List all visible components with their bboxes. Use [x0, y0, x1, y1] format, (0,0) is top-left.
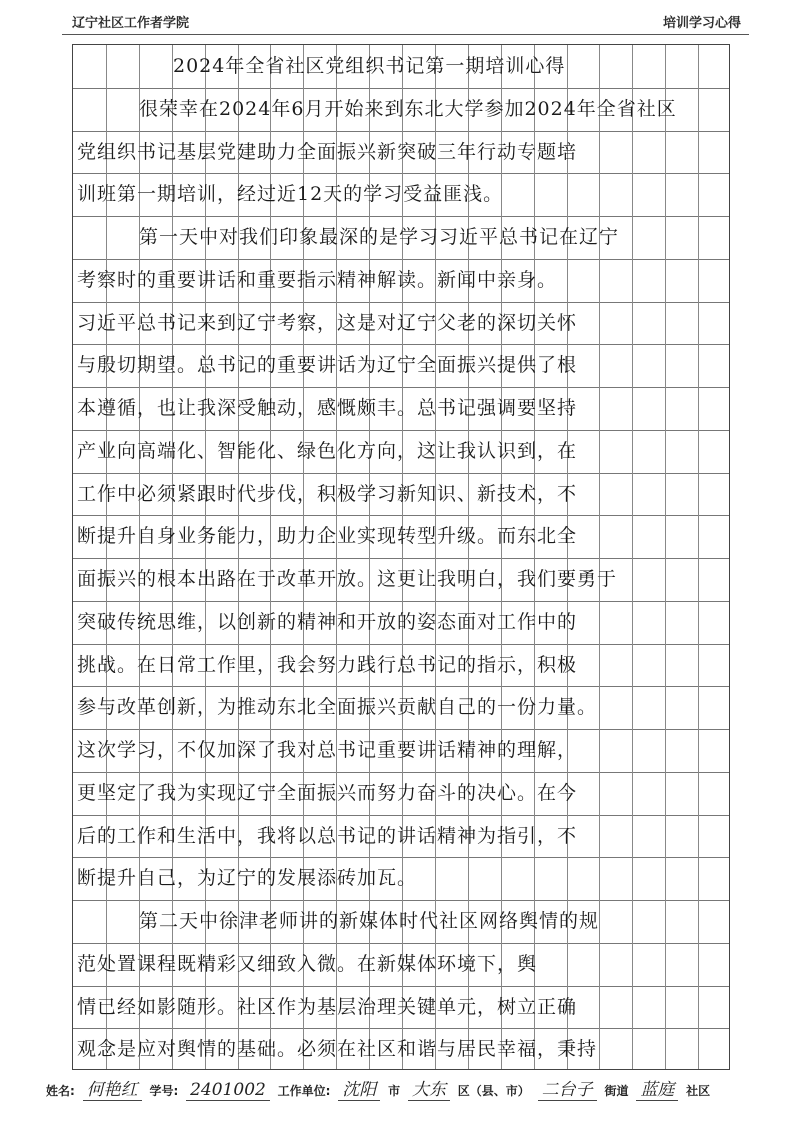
text-line: 训班第一期培训，经过近12天的学习受益匪浅。	[77, 183, 504, 206]
text-line: 断提升自身业务能力，助力企业实现转型升级。而东北全	[77, 525, 578, 548]
text-line: 产业向高端化、智能化、绿色化方向，这让我认识到，在	[77, 439, 578, 462]
text-line: 断提升自己，为辽宁的发展添砖加瓦。	[77, 867, 418, 890]
text-line: 第二天中徐津老师讲的新媒体时代社区网络舆情的规	[139, 910, 600, 932]
text-line: 参与改革创新，为推动东北全面振兴贡献自己的一份力量。	[77, 696, 598, 719]
text-line: 突破传统思维，以创新的精神和开放的姿态面对工作中的	[77, 610, 578, 633]
header-institution: 辽宁社区工作者学院	[72, 16, 190, 31]
text-line: 更坚定了我为实现辽宁全面振兴而努力奋斗的决心。在今	[77, 781, 578, 804]
id-value: 2401002	[186, 1080, 270, 1101]
text-line: 习近平总书记来到辽宁考察，这是对辽宁父老的深切关怀	[77, 311, 578, 334]
district-suffix: 区（县、市）	[457, 1084, 530, 1098]
text-line: 范处置课程既精彩又细致入微。在新媒体环境下，舆	[77, 952, 538, 975]
header-doc-type: 培训学习心得	[662, 16, 741, 31]
text-line: 挑战。在日常工作里，我会努力践行总书记的指示，积极	[77, 653, 578, 676]
text-line: 后的工作和生活中，我将以总书记的讲话精神为指引，不	[77, 824, 578, 847]
text-line: 工作中必须紧跟时代步伐，积极学习新知识、新技术，不	[77, 482, 578, 505]
district-value: 大东	[408, 1080, 450, 1101]
street-value: 二台子	[538, 1080, 597, 1101]
footer-info	[46, 1075, 710, 1100]
name-label: 姓名:	[46, 1084, 75, 1098]
id-label: 学号:	[149, 1084, 179, 1098]
community-value: 蓝庭	[636, 1080, 678, 1101]
text-line: 这次学习，不仅加深了我对总书记重要讲话精神的理解，	[77, 739, 578, 761]
text-line: 考察时的重要讲话和重要指示精神解读。新闻中亲身。	[77, 268, 558, 291]
text-line: 观念是应对舆情的基础。必须在社区和谐与居民幸福，秉持	[77, 1038, 598, 1061]
community-suffix: 社区	[686, 1084, 711, 1098]
text-line: 面振兴的根本出路在于改革开放。这更让我明白，我们要勇于	[77, 568, 618, 590]
text-line: 第一天中对我们印象最深的是学习习近平总书记在辽宁	[139, 226, 620, 248]
text-line: 情已经如影随形。社区作为基层治理关键单元，树立正确	[77, 995, 578, 1018]
header-rule	[62, 34, 749, 35]
manuscript-sheet	[72, 44, 730, 1070]
unit-label: 工作单位:	[277, 1084, 331, 1098]
name-value: 何艳红	[83, 1080, 142, 1101]
city-value: 沈阳	[338, 1080, 380, 1101]
text-line: 很荣幸在2024年6月开始来到东北大学参加2024年全省社区	[139, 97, 677, 120]
text-line: 党组织书记基层党建助力全面振兴新突破三年行动专题培	[77, 140, 578, 163]
street-suffix: 街道	[604, 1084, 629, 1098]
text-line: 本遵循，也让我深受触动，感慨颇丰。总书记强调要坚持	[77, 397, 578, 419]
city-suffix: 市	[388, 1084, 401, 1098]
text-line: 与殷切期望。总书记的重要讲话为辽宁全面振兴提供了根	[77, 354, 578, 377]
essay-title: 2024年全省社区党组织书记第一期培训心得	[173, 55, 566, 77]
